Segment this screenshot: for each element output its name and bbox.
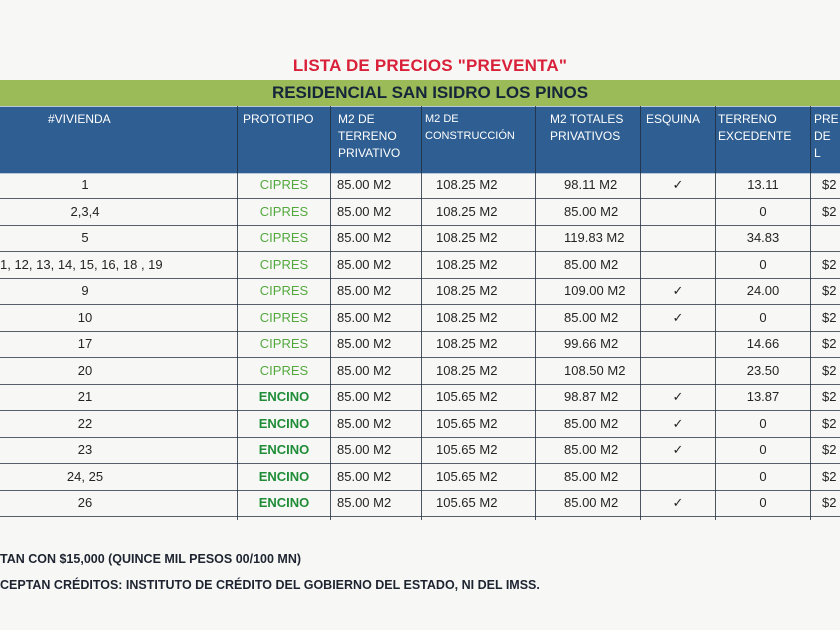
cell-excedente: 14.66 xyxy=(746,336,780,351)
cell-precio: $2 xyxy=(822,257,837,272)
cell-totales: 85.00 M2 xyxy=(564,442,619,457)
table-row xyxy=(0,278,840,304)
header-totales: M2 TOTALES PRIVATIVOS xyxy=(550,112,624,143)
cell-excedente: 23.50 xyxy=(746,363,780,378)
cell-terreno: 85.00 M2 xyxy=(337,177,392,192)
cell-construccion: 108.25 M2 xyxy=(436,230,498,245)
cell-construccion: 108.25 M2 xyxy=(436,204,498,219)
cell-prototipo: CIPRES xyxy=(259,310,309,325)
cell-totales: 119.83 M2 xyxy=(564,230,625,245)
table-row xyxy=(0,172,840,198)
cell-terreno: 85.00 M2 xyxy=(337,389,392,404)
document-title: LISTA DE PRECIOS "PREVENTA" xyxy=(292,56,568,75)
cell-esquina xyxy=(641,199,715,225)
cell-vivienda: 1 xyxy=(81,177,89,192)
table-row xyxy=(0,490,840,516)
header-precio: PRE DE L xyxy=(814,112,839,160)
cell-esquina xyxy=(641,358,715,384)
cell-esquina: ✓ xyxy=(672,416,684,431)
cell-vivienda: 21 xyxy=(77,389,93,404)
table-row xyxy=(0,305,840,331)
cell-vivienda: 24, 25 xyxy=(66,469,104,484)
cell-vivienda: 17 xyxy=(77,336,93,351)
cell-vivienda: 5 xyxy=(81,230,89,245)
cell-vivienda: 23 xyxy=(77,442,93,457)
cell-excedente: 0 xyxy=(759,310,767,325)
cell-terreno: 85.00 M2 xyxy=(337,495,392,510)
cell-terreno: 85.00 M2 xyxy=(337,257,392,272)
cell-excedente: 0 xyxy=(759,416,767,431)
table-row xyxy=(0,437,840,463)
cell-terreno: 85.00 M2 xyxy=(337,283,392,298)
cell-totales: 98.87 M2 xyxy=(564,389,619,404)
cell-prototipo: CIPRES xyxy=(259,177,309,192)
cell-precio: $2 xyxy=(822,389,837,404)
cell-precio: $2 xyxy=(822,442,837,457)
cell-precio: $2 xyxy=(822,469,837,484)
cell-excedente: 13.11 xyxy=(747,177,779,192)
cell-construccion: 108.25 M2 xyxy=(436,257,498,272)
cell-terreno: 85.00 M2 xyxy=(337,442,392,457)
cell-construccion: 105.65 M2 xyxy=(436,469,498,484)
cell-construccion: 105.65 M2 xyxy=(436,495,498,510)
cell-terreno: 85.00 M2 xyxy=(337,469,392,484)
cell-excedente: 0 xyxy=(759,257,767,272)
cell-terreno: 85.00 M2 xyxy=(337,336,392,351)
header-vivienda: #VIVIENDA xyxy=(48,112,111,126)
cell-esquina xyxy=(641,225,715,251)
cell-prototipo: ENCINO xyxy=(258,469,310,484)
cell-prototipo: CIPRES xyxy=(259,363,309,378)
table-row xyxy=(0,358,840,384)
cell-precio: $2 xyxy=(822,310,837,325)
cell-precio: $2 xyxy=(822,416,837,431)
cell-precio xyxy=(822,225,840,251)
cell-totales: 85.00 M2 xyxy=(564,257,619,272)
table-row xyxy=(0,384,840,410)
header-esquina: ESQUINA xyxy=(646,112,701,126)
cell-precio: $2 xyxy=(822,336,837,351)
cell-totales: 85.00 M2 xyxy=(564,469,619,484)
cell-totales: 108.50 M2 xyxy=(564,363,626,378)
cell-esquina: ✓ xyxy=(672,495,684,510)
table-row xyxy=(0,331,840,357)
cell-precio: $2 xyxy=(822,204,837,219)
cell-terreno: 85.00 M2 xyxy=(337,204,392,219)
cell-totales: 85.00 M2 xyxy=(564,204,619,219)
cell-esquina xyxy=(641,331,715,357)
cell-terreno: 85.00 M2 xyxy=(337,363,392,378)
cell-totales: 99.66 M2 xyxy=(564,336,619,351)
cell-terreno: 85.00 M2 xyxy=(337,416,392,431)
cell-vivienda: 26 xyxy=(77,495,93,510)
row-divider xyxy=(0,516,840,517)
header-excedente: TERRENO EXCEDENTE xyxy=(718,112,792,143)
cell-excedente: 34.83 xyxy=(746,230,780,245)
cell-vivienda: 20 xyxy=(77,363,93,378)
cell-vivienda: 22 xyxy=(77,416,93,431)
header-terreno: M2 DE TERRENO PRIVATIVO xyxy=(338,112,401,160)
cell-precio: $2 xyxy=(822,495,837,510)
cell-excedente: 0 xyxy=(759,469,767,484)
cell-esquina: ✓ xyxy=(672,310,684,325)
cell-excedente: 0 xyxy=(759,442,767,457)
cell-esquina: ✓ xyxy=(672,389,684,404)
cell-prototipo: ENCINO xyxy=(258,416,310,431)
cell-precio: $2 xyxy=(822,177,837,192)
cell-vivienda: 2,3,4 xyxy=(70,204,100,219)
cell-terreno: 85.00 M2 xyxy=(337,310,392,325)
header-construccion: M2 DE CONSTRUCCIÓN xyxy=(425,113,515,142)
table-row xyxy=(0,225,840,251)
cell-totales: 109.00 M2 xyxy=(564,283,626,298)
cell-excedente: 0 xyxy=(759,495,767,510)
note-credits: CEPTAN CRÉDITOS: INSTITUTO DE CRÉDITO DEL GOBIERNO DEL ESTADO, NI DEL IMSS. xyxy=(0,578,540,592)
cell-esquina: ✓ xyxy=(672,177,684,192)
cell-prototipo: ENCINO xyxy=(258,495,310,510)
cell-esquina xyxy=(641,252,715,278)
cell-vivienda: 9 xyxy=(81,283,89,298)
cell-construccion: 108.25 M2 xyxy=(436,310,498,325)
cell-excedente: 0 xyxy=(759,204,767,219)
note-down-payment: TAN CON $15,000 (QUINCE MIL PESOS 00/100 MN) xyxy=(0,552,302,566)
cell-construccion: 108.25 M2 xyxy=(436,283,498,298)
cell-excedente: 24.00 xyxy=(746,283,780,298)
cell-prototipo: CIPRES xyxy=(259,257,309,272)
table-row xyxy=(0,464,840,490)
cell-construccion: 105.65 M2 xyxy=(436,389,498,404)
cell-precio: $2 xyxy=(822,363,837,378)
cell-prototipo: CIPRES xyxy=(259,283,309,298)
cell-excedente: 13.87 xyxy=(746,389,780,404)
cell-prototipo: CIPRES xyxy=(259,230,309,245)
cell-construccion: 108.25 M2 xyxy=(436,336,498,351)
table-row xyxy=(0,411,840,437)
cell-prototipo: CIPRES xyxy=(259,204,309,219)
cell-construccion: 108.25 M2 xyxy=(436,363,498,378)
cell-prototipo: CIPRES xyxy=(259,336,309,351)
cell-esquina xyxy=(641,464,715,490)
document-subtitle: RESIDENCIAL SAN ISIDRO LOS PINOS xyxy=(271,83,589,102)
cell-totales: 85.00 M2 xyxy=(564,416,619,431)
cell-totales: 85.00 M2 xyxy=(564,495,619,510)
cell-esquina: ✓ xyxy=(672,283,684,298)
table-row xyxy=(0,199,840,225)
header-prototipo: PROTOTIPO xyxy=(243,112,314,126)
table-row xyxy=(0,252,840,278)
cell-prototipo: ENCINO xyxy=(258,442,310,457)
cell-construccion: 105.65 M2 xyxy=(436,416,498,431)
cell-totales: 98.11 M2 xyxy=(564,177,618,192)
cell-construccion: 108.25 M2 xyxy=(436,177,498,192)
cell-esquina: ✓ xyxy=(672,442,684,457)
cell-terreno: 85.00 M2 xyxy=(337,230,392,245)
cell-prototipo: ENCINO xyxy=(258,389,310,404)
cell-totales: 85.00 M2 xyxy=(564,310,619,325)
cell-precio: $2 xyxy=(822,283,837,298)
cell-vivienda: 1, 12, 13, 14, 15, 16, 18 , 19 xyxy=(0,257,163,272)
cell-vivienda: 10 xyxy=(77,310,93,325)
table-header-row xyxy=(0,106,840,174)
cell-construccion: 105.65 M2 xyxy=(436,442,498,457)
